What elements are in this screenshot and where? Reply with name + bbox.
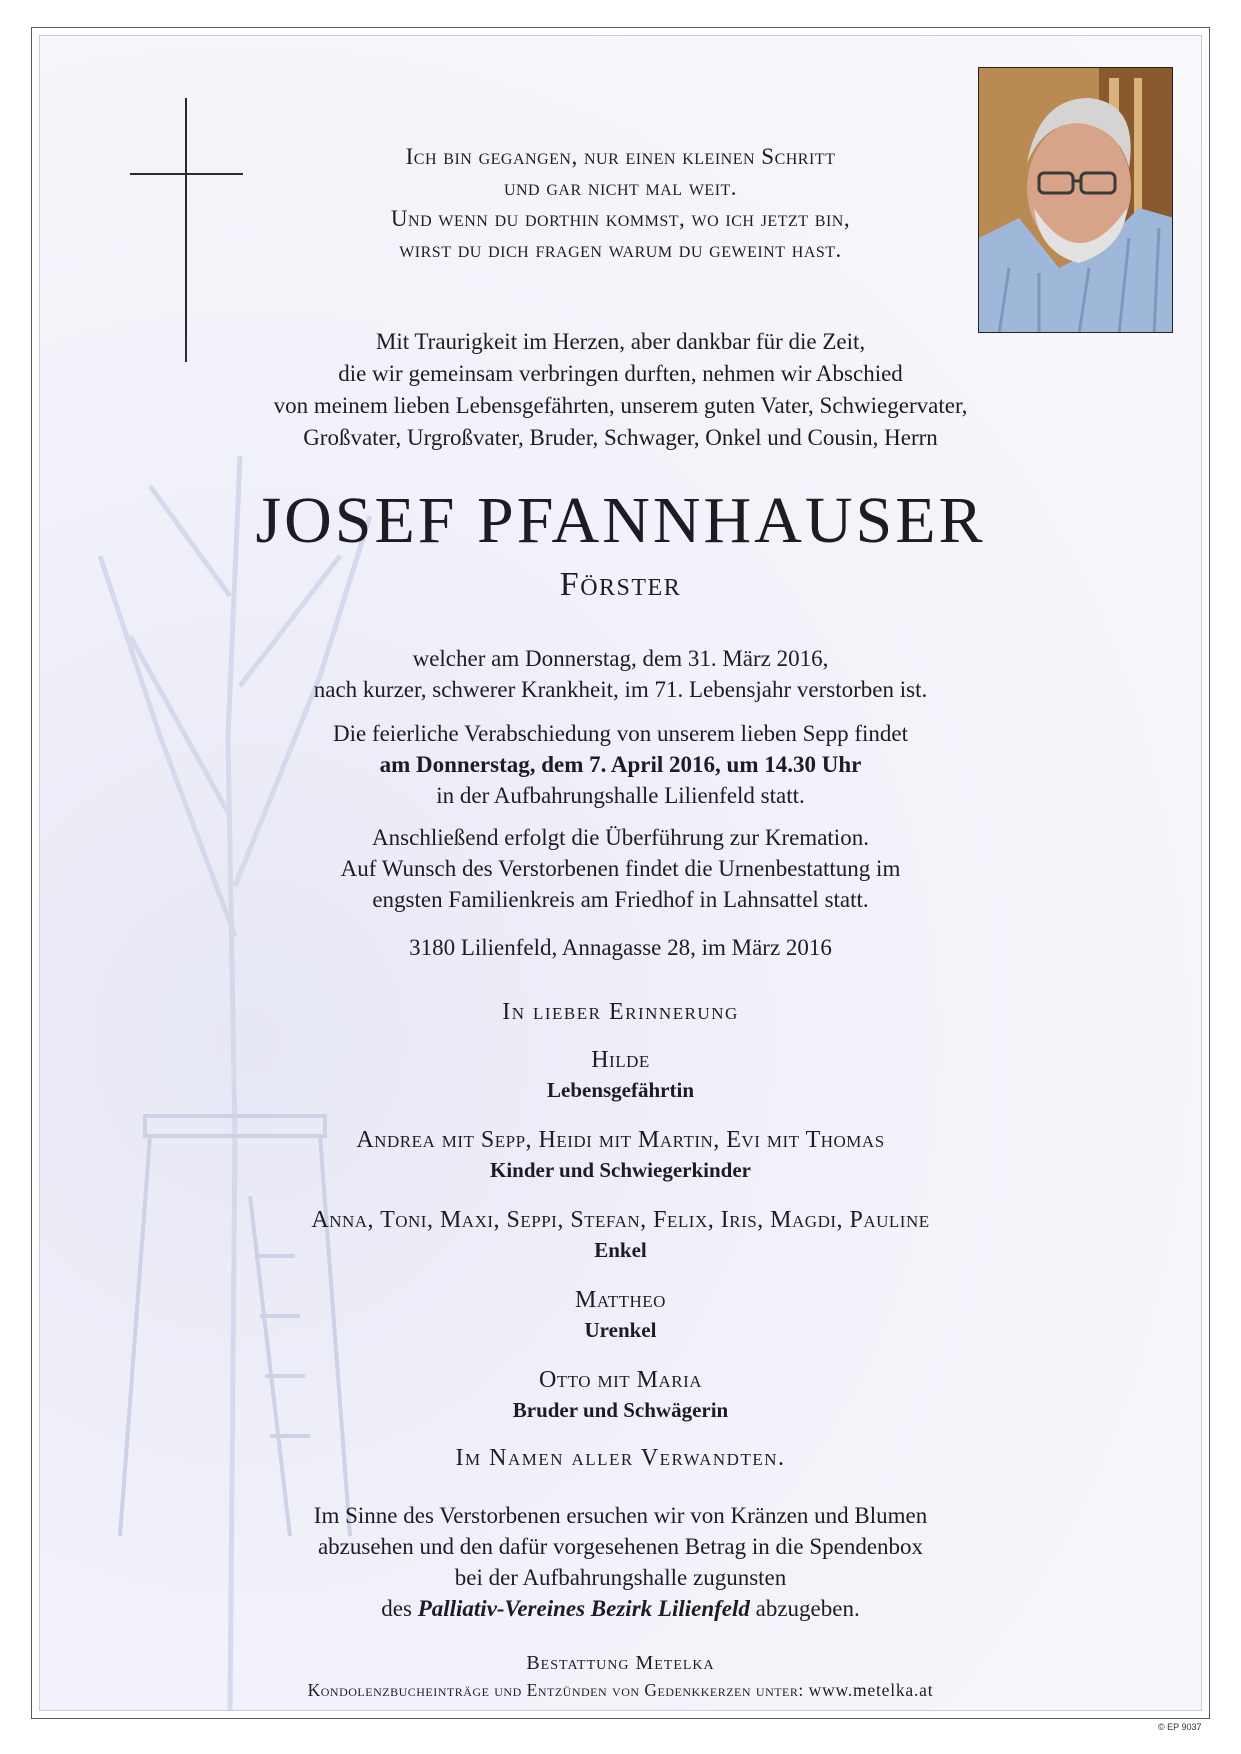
ceremony-line: Die feierliche Verabschiedung von unserem lieben Sepp findet	[332, 721, 909, 746]
mourner-relation: Lebensgefährtin	[547, 1078, 694, 1102]
ceremony-line: in der Aufbahrungshalle Lilienfeld statt.	[436, 783, 805, 808]
mourner-group	[0, 1285, 1241, 1345]
mourner-relation: Urenkel	[584, 1318, 657, 1342]
poem-line: Und wenn du dorthin kommst, wo ich jetzt bin,	[390, 206, 851, 231]
condolence-link[interactable]: www.metelka.at	[808, 1680, 934, 1700]
intro-line: Mit Traurigkeit im Herzen, aber dankbar für die Zeit,	[375, 329, 866, 354]
intro-line: Großvater, Urgroßvater, Bruder, Schwager, Onkel und Cousin, Herrn	[303, 425, 938, 450]
mourner-names: Andrea mit Sepp, Heidi mit Martin, Evi mit Thomas	[356, 1127, 885, 1153]
poem	[0, 141, 1241, 265]
mourner-names: Otto mit Maria	[538, 1367, 703, 1393]
donation-line: bei der Aufbahrungshalle zugunsten	[454, 1565, 787, 1590]
condolence-line	[0, 1677, 1241, 1703]
burial-line: Anschließend erfolgt die Überführung zur Kremation.	[372, 825, 869, 850]
intro-line: von meinem lieben Lebensgefährten, unserem guten Vater, Schwiegervater,	[273, 393, 968, 418]
donation-line: abzusehen und den dafür vorgesehenen Betrag in die Spendenbox	[317, 1534, 924, 1559]
deceased-profession: Förster	[559, 566, 682, 603]
poem-line: wirst du dich fragen warum du geweint hast.	[399, 237, 842, 262]
death-notice	[0, 643, 1241, 705]
burial-info	[0, 822, 1241, 915]
deceased-name: JOSEF PFANNHAUSER	[255, 484, 986, 557]
copyright-mark: © EP 9037	[1158, 1722, 1202, 1732]
poem-line: Ich bin gegangen, nur einen kleinen Schritt	[405, 144, 836, 169]
mourner-group	[0, 1045, 1241, 1105]
donation-line	[0, 1593, 1241, 1624]
mourner-relation: Enkel	[594, 1238, 647, 1262]
poem-line: und gar nicht mal weit.	[503, 175, 738, 200]
mourner-group	[0, 1365, 1241, 1425]
mourner-names: Hilde	[591, 1047, 650, 1073]
mourner-names: Mattheo	[575, 1287, 666, 1313]
ceremony-info	[0, 718, 1241, 811]
ceremony-date: am Donnerstag, dem 7. April 2016, um 14.30 Uhr	[379, 752, 862, 777]
donation-line: Im Sinne des Verstorbenen ersuchen wir von Kränzen und Blumen	[313, 1503, 928, 1528]
donation-suffix: abzugeben.	[749, 1596, 860, 1621]
death-notice-line: nach kurzer, schwerer Krankheit, im 71. Lebensjahr verstorben ist.	[313, 677, 928, 702]
mourner-relation: Bruder und Schwägerin	[512, 1398, 729, 1422]
burial-line: engsten Familienkreis am Friedhof in Lahnsattel statt.	[372, 887, 869, 912]
death-notice-line: welcher am Donnerstag, dem 31. März 2016,	[412, 646, 829, 671]
intro-line: die wir gemeinsam verbringen durften, nehmen wir Abschied	[338, 361, 903, 386]
memory-heading: In lieber Erinnerung	[502, 999, 739, 1025]
charity-name: Palliativ-Vereines Bezirk Lilienfeld	[417, 1596, 750, 1621]
mourner-relation: Kinder und Schwiegerkinder	[490, 1158, 751, 1182]
donation-request	[0, 1500, 1241, 1624]
mourner-names: Anna, Toni, Maxi, Seppi, Stefan, Felix, Iris, Magdi, Pauline	[311, 1207, 930, 1233]
donation-prefix: des	[381, 1596, 418, 1621]
mourner-group	[0, 1125, 1241, 1185]
condolence-text: Kondolenzbucheinträge und Entzünden von Gedenkkerzen unter:	[307, 1680, 809, 1700]
intro-text	[0, 326, 1241, 454]
burial-line: Auf Wunsch des Verstorbenen findet die Urnenbestattung im	[340, 856, 901, 881]
mourner-group	[0, 1205, 1241, 1265]
funeral-home-name: Bestattung Metelka	[526, 1652, 715, 1674]
closing-phrase: Im Namen aller Verwandten.	[455, 1445, 786, 1471]
address-date: 3180 Lilienfeld, Annagasse 28, im März 2016	[409, 935, 832, 960]
